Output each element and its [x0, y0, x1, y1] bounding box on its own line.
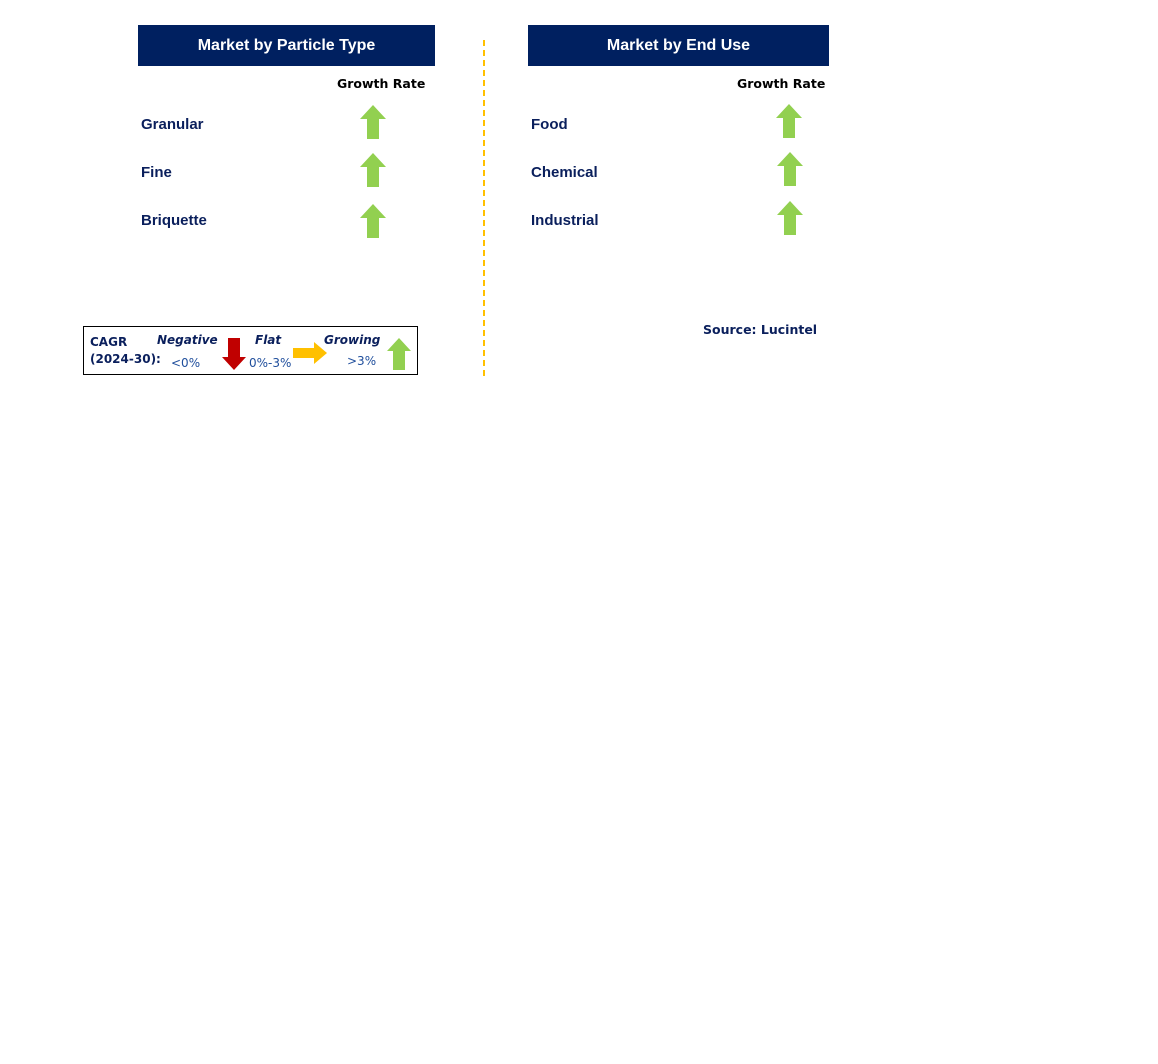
source-label: Source: Lucintel — [703, 322, 818, 337]
down-arrow-icon — [221, 337, 247, 371]
particle-type-item-briquette: Briquette — [141, 212, 207, 229]
cagr-legend — [83, 326, 418, 375]
particle-type-item-fine: Fine — [141, 164, 172, 181]
legend-negative-range: <0% — [171, 356, 201, 370]
legend-cagr-label — [90, 334, 161, 368]
legend-growing-label: Growing — [324, 333, 381, 347]
legend-growing-range: >3% — [347, 354, 377, 368]
particle-type-growth-rate-label: Growth Rate — [337, 76, 426, 91]
end-use-item-industrial: Industrial — [531, 212, 599, 229]
particle-type-header — [138, 25, 435, 66]
end-use-header — [528, 25, 829, 66]
end-use-item-chemical: Chemical — [531, 164, 598, 181]
industrial-up-arrow-icon — [776, 200, 804, 236]
end-use-item-food: Food — [531, 116, 568, 133]
chemical-up-arrow-icon — [776, 151, 804, 187]
legend-cagr-line1: CAGR — [90, 335, 128, 349]
briquette-up-arrow-icon — [359, 203, 387, 239]
right-arrow-icon — [292, 341, 328, 365]
granular-up-arrow-icon — [359, 104, 387, 140]
legend-cagr-line2: (2024-30): — [90, 352, 161, 366]
end-use-title: Market by End Use — [606, 36, 751, 54]
section-divider — [483, 40, 485, 376]
up-arrow-icon — [386, 337, 412, 371]
legend-flat-label: Flat — [255, 333, 282, 347]
fine-up-arrow-icon — [359, 152, 387, 188]
particle-type-title: Market by Particle Type — [197, 36, 376, 54]
end-use-growth-rate-label: Growth Rate — [737, 76, 826, 91]
particle-type-item-granular: Granular — [141, 116, 204, 133]
legend-flat-range: 0%-3% — [249, 356, 292, 370]
food-up-arrow-icon — [775, 103, 803, 139]
legend-negative-label: Negative — [157, 333, 218, 347]
